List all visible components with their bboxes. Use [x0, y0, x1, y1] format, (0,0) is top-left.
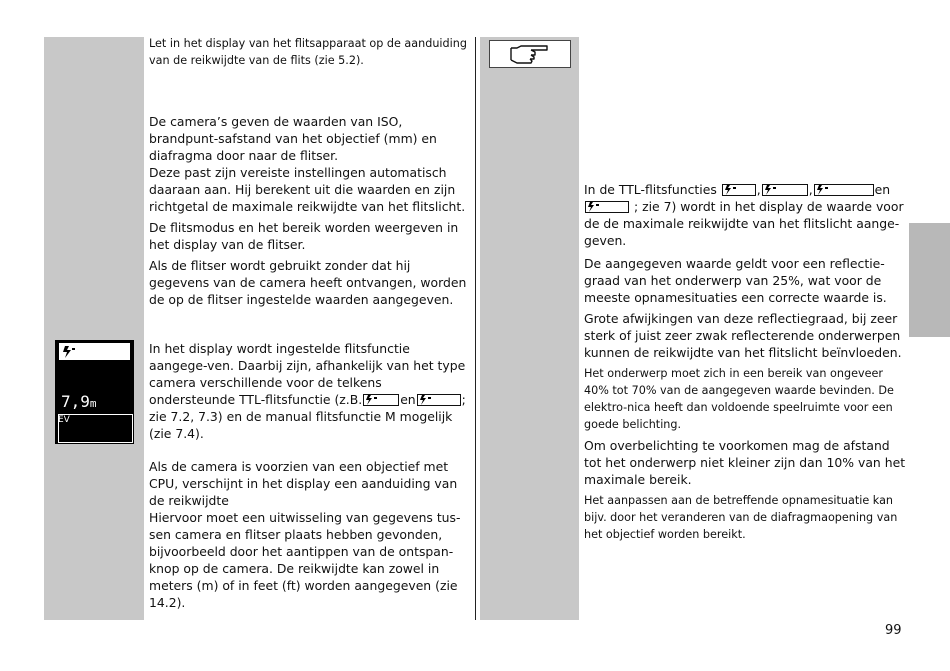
flash-icon	[62, 345, 76, 359]
range-value: 7,9	[61, 392, 90, 411]
range-readout	[61, 392, 97, 411]
flash-mode-indicator-icon	[363, 394, 399, 406]
page-number: 99	[885, 623, 902, 638]
paragraph: Het aanpassen aan de betreffende opnamesituatie kan bijv. door het veranderen van de diafragmaopening van het objectief worden bereikt.	[584, 494, 898, 541]
ev-label: EV	[58, 415, 70, 425]
paragraph: Het onderwerp moet zich in een bereik van ongeveer 40% tot 70% van de aangegeven waarde bevinden. De elektro-nica heeft dan voldoende speelruimte voor een goede belichting.	[584, 367, 894, 431]
paragraph: De aangegeven waarde geldt voor een reflectie-graad van het onderwerp van 25%, wat voor de meeste opnamesituaties een correcte waarde is.	[584, 256, 887, 305]
paragraph: Om overbelichting te voorkomen mag de afstand tot het onderwerp niet kleiner zijn dan 10% van het maximale bereik.	[584, 438, 906, 487]
flash-mode-indicator-icon	[722, 184, 756, 196]
flash-mode-indicator-icon	[585, 201, 629, 213]
paragraph-part: ; zie 7) wordt in het display de waarde voor de de maximale reikwijdte van het flitslicht aange-geven.	[584, 199, 904, 248]
paragraph	[149, 340, 471, 442]
left-intro: Let in het display van het flitsapparaat op de aanduiding van de reikwijdte van de flits (zie 5.2).	[149, 37, 467, 67]
left-block-1	[149, 113, 471, 312]
paragraph: Als de camera is voorzien van een objectief met CPU, verschijnt in het display een aanduiding van de reikwijdte	[149, 459, 458, 508]
paragraph-part: In het display wordt ingestelde flitsfunctie aangege-ven. Daarbij zijn, afhankelijk van het type camera verschillende voor de telkens ondersteunde TTL-flitsfunctie (z.B.	[149, 341, 466, 407]
paragraph-part: In de TTL-flitsfuncties	[584, 182, 717, 197]
right-sidebar	[480, 37, 579, 620]
right-block	[584, 181, 906, 547]
paragraph	[584, 181, 906, 249]
flash-mode-indicator-icon	[814, 184, 874, 196]
display-mode-bar	[59, 343, 130, 360]
left-block-2	[149, 340, 471, 446]
paragraph-part: ,	[756, 182, 761, 197]
chapter-tab	[909, 223, 950, 337]
pointing-hand-box	[489, 40, 571, 68]
flash-display	[55, 340, 134, 444]
left-sidebar	[44, 37, 144, 620]
flash-mode-indicator-icon	[417, 394, 461, 406]
paragraph: Deze past zijn vereiste instellingen automatisch daaraan aan. Hij berekent uit die waarden en zijn richtgetal de maximale reikwijdte van het flitslicht.	[149, 165, 466, 214]
ev-scale-box	[58, 414, 133, 443]
paragraph: De camera’s geven de waarden van ISO, brandpunt-safstand van het objectief (mm) en diafragma door naar de flitser.	[149, 114, 437, 163]
paragraph-part: en	[400, 392, 416, 407]
left-block-3	[149, 458, 471, 615]
flash-mode-indicator-icon	[762, 184, 808, 196]
paragraph: Grote afwijkingen van deze reflectiegraad, bij zeer sterk of juist zeer zwak reflecterende onderwerpen kunnen de reikwijdte van het flitslicht beïnvloeden.	[584, 311, 902, 360]
paragraph: De flitsmodus en het bereik worden weergeven in het display van de flitser.	[149, 220, 459, 252]
range-unit: m	[89, 397, 97, 410]
pointing-hand-icon	[509, 43, 551, 65]
paragraph-part: ; zie 7.2, 7.3) en de manual flitsfunctie M mogelijk (zie 7.4).	[149, 392, 466, 441]
paragraph-part: ,	[808, 182, 813, 197]
paragraph-part: en	[874, 182, 891, 197]
column-divider	[475, 37, 476, 620]
paragraph: Als de flitser wordt gebruikt zonder dat hij gegevens van de camera heeft ontvangen, worden de op de flitser ingestelde waarden aangegeven.	[149, 258, 467, 307]
paragraph: Hiervoor moet een uitwisseling van gegevens tus-sen camera en flitser plaats hebben gevonden, bijvoorbeeld door het aantippen van de ontspan-knop op de camera. De reikwijdte kan zowel in meters (m) of in feet (ft) worden aangegeven (zie 14.2).	[149, 510, 461, 610]
